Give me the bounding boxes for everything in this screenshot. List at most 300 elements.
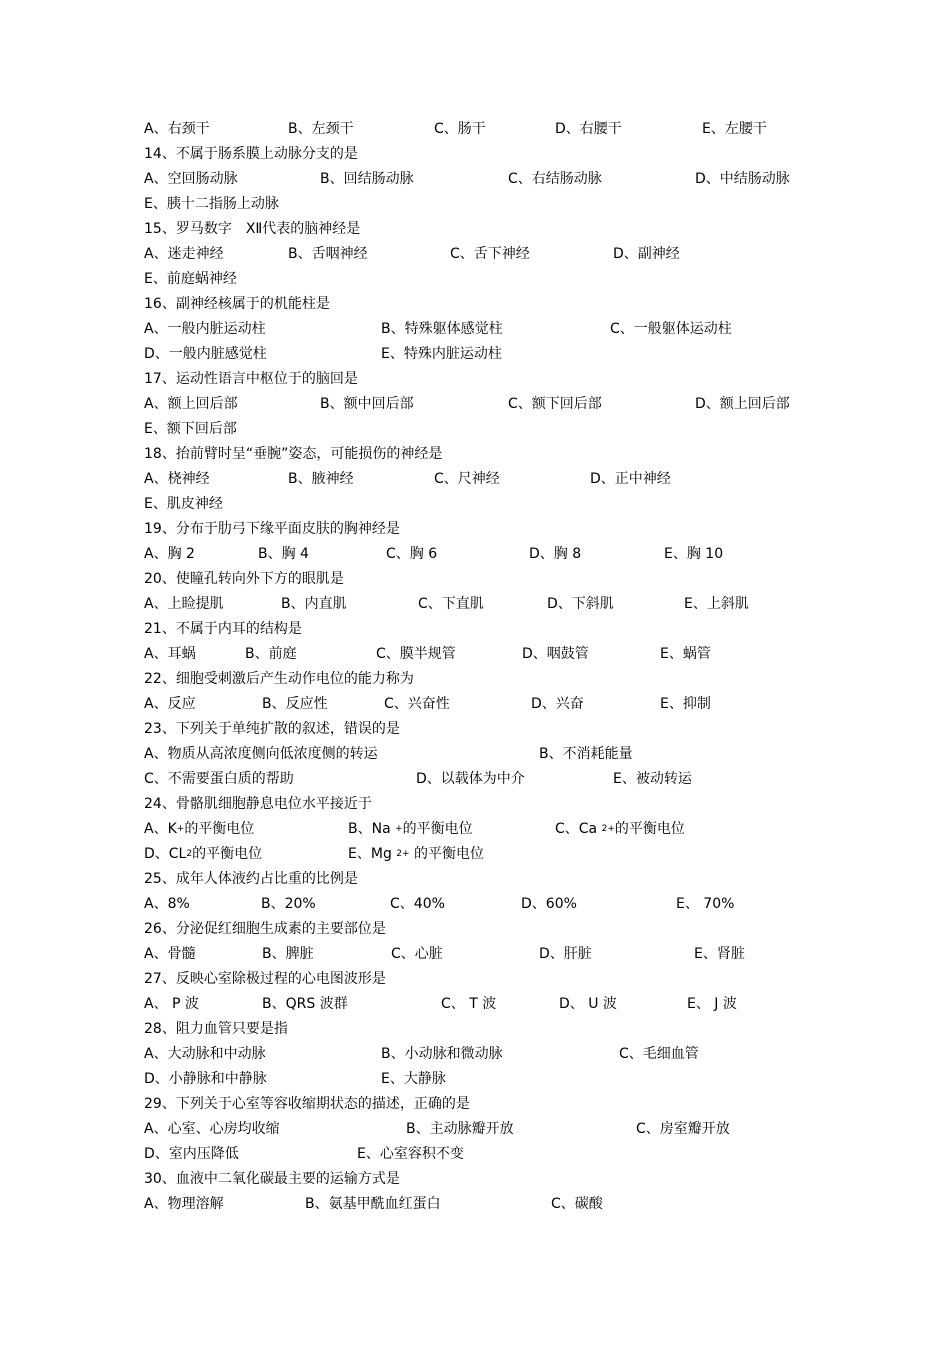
option-label: A xyxy=(144,396,154,412)
superscript-charge: + xyxy=(176,824,185,834)
option-text: 60% xyxy=(545,896,577,912)
answer-option-c: C、毛细血管 xyxy=(619,1046,699,1062)
question-text: 29、下列关于心室等容收缩期状态的描述，正确的是 xyxy=(144,1096,470,1112)
option-text: 右颈干 xyxy=(167,121,210,137)
answer-option-a: A、心室、心房均收缩 xyxy=(144,1121,280,1137)
option-label: D xyxy=(529,546,540,562)
option-label: C xyxy=(418,596,428,612)
option-text: 上睑提肌 xyxy=(167,596,224,612)
answer-option-b: B、氨基甲酰血红蛋白 xyxy=(305,1196,441,1212)
option-label: C xyxy=(434,471,444,487)
answer-option-c: C、不需要蛋白质的帮助 xyxy=(144,771,294,787)
option-text: 心室容积不变 xyxy=(379,1146,464,1162)
option-label: B xyxy=(281,596,291,612)
option-text: 反应 xyxy=(167,696,196,712)
option-text: 20% xyxy=(284,896,316,912)
option-label: B xyxy=(406,1121,416,1137)
option-text: 副神经 xyxy=(637,246,680,262)
option-text: 胰十二指肠上动脉 xyxy=(166,196,279,212)
superscript-charge: 2 xyxy=(186,849,193,859)
answer-option-c: C、心脏 xyxy=(391,946,443,962)
answer-options-row xyxy=(0,843,950,865)
option-label: B xyxy=(261,896,271,912)
answer-option-c: C、尺神经 xyxy=(434,471,500,487)
option-label: E xyxy=(660,646,669,662)
option-label: C xyxy=(144,771,154,787)
answer-option-c: C、舌下神经 xyxy=(450,246,530,262)
option-text: 肾脏 xyxy=(716,946,745,962)
option-text: 舌下神经 xyxy=(473,246,530,262)
option-text: 被动转运 xyxy=(635,771,692,787)
option-label: A xyxy=(144,1121,154,1137)
question-text: 19、分布于肋弓下缘平面皮肤的胸神经是 xyxy=(144,521,400,537)
answer-option-d: D、小静脉和中静脉 xyxy=(144,1071,267,1087)
answer-options-row xyxy=(0,318,950,340)
option-label: E xyxy=(687,996,696,1012)
question-stem xyxy=(0,218,950,240)
answer-option-e: E、抑制 xyxy=(660,696,711,712)
answer-option-b: B、不消耗能量 xyxy=(539,746,633,762)
option-text: 反应性 xyxy=(285,696,328,712)
question-stem xyxy=(0,1093,950,1115)
option-label: C xyxy=(610,321,620,337)
question-stem xyxy=(0,368,950,390)
option-text: 耳蜗 xyxy=(167,646,196,662)
answer-option-b: B、左颈干 xyxy=(288,121,354,137)
option-label: D xyxy=(144,846,155,862)
answer-option-e: E、肌皮神经 xyxy=(144,496,223,512)
option-text: 胸 10 xyxy=(686,546,724,562)
option-label: B xyxy=(288,121,298,137)
option-text: 中结肠动脉 xyxy=(719,171,790,187)
option-text: 空回肠动脉 xyxy=(167,171,238,187)
question-text: 22、细胞受刺激后产生动作电位的能力称为 xyxy=(144,671,414,687)
option-label: A xyxy=(144,696,154,712)
answer-option-b: B、反应性 xyxy=(262,696,328,712)
answer-option-a: A、8% xyxy=(144,896,190,912)
option-text: 回结肠动脉 xyxy=(343,171,414,187)
option-text: 不消耗能量 xyxy=(562,746,633,762)
option-text: CL xyxy=(168,846,187,862)
option-label: D xyxy=(521,896,532,912)
question-stem xyxy=(0,668,950,690)
option-label: D xyxy=(613,246,624,262)
question-text: 25、成年人体液约占比重的比例是 xyxy=(144,871,358,887)
answer-options-row xyxy=(0,268,950,290)
option-text: 额上回后部 xyxy=(167,396,238,412)
option-text: 碳酸 xyxy=(574,1196,603,1212)
option-label: B xyxy=(305,1196,315,1212)
option-text-suffix: 的平衡电位 xyxy=(184,821,255,837)
option-text: 物质从高浓度侧向低浓度侧的转运 xyxy=(167,746,378,762)
option-text: 心脏 xyxy=(414,946,443,962)
option-label: A xyxy=(144,171,154,187)
answer-option-e: E、 70% xyxy=(676,896,735,912)
answer-option-a: A、大动脉和中动脉 xyxy=(144,1046,266,1062)
answer-option-b: B、特殊躯体感觉柱 xyxy=(381,321,503,337)
answer-option-a: A、骨髓 xyxy=(144,946,196,962)
option-label: C xyxy=(376,646,386,662)
answer-option-b: B、Na +的平衡电位 xyxy=(348,821,473,837)
answer-option-e: E、蜗管 xyxy=(660,646,711,662)
option-label: E xyxy=(144,196,153,212)
answer-option-e: E、 J 波 xyxy=(687,996,737,1012)
answer-option-e: E、Mg $^{2+}$ 的平衡电位 xyxy=(348,846,485,862)
answer-options-row xyxy=(0,1143,950,1165)
question-text: 14、不属于肠系膜上动脉分支的是 xyxy=(144,146,358,162)
option-text: 额中回后部 xyxy=(343,396,414,412)
question-text: 20、使瞳孔转向外下方的眼肌是 xyxy=(144,571,344,587)
option-text-suffix: 的平衡电位 xyxy=(409,846,485,862)
option-text: 右结肠动脉 xyxy=(531,171,602,187)
option-label: E xyxy=(676,896,685,912)
option-label: E xyxy=(613,771,622,787)
option-text: 40% xyxy=(413,896,445,912)
option-text: 70% xyxy=(698,896,735,912)
option-text: 额上回后部 xyxy=(719,396,790,412)
option-text: 抑制 xyxy=(682,696,711,712)
answer-option-e: E、特殊内脏运动柱 xyxy=(381,346,502,362)
option-label: A xyxy=(144,646,154,662)
answer-options-row xyxy=(0,643,950,665)
answer-option-c: C、Ca $^{2+}$的平衡电位 xyxy=(555,821,685,837)
answer-option-a: A、上睑提肌 xyxy=(144,596,224,612)
option-text: 额下回后部 xyxy=(166,421,237,437)
option-text-suffix: 的平衡电位 xyxy=(402,821,473,837)
answer-options-row xyxy=(0,243,950,265)
option-label: E xyxy=(381,346,390,362)
option-label: B xyxy=(348,821,358,837)
superscript-charge: 2+ xyxy=(396,849,410,859)
option-label: A xyxy=(144,1046,154,1062)
option-label: E xyxy=(664,546,673,562)
option-text: 胸 4 xyxy=(281,546,309,562)
answer-option-b: B、QRS 波群 xyxy=(262,996,348,1012)
option-label: C xyxy=(551,1196,561,1212)
answer-option-c: C、右结肠动脉 xyxy=(508,171,602,187)
option-text: 胸 6 xyxy=(409,546,438,562)
option-label: E xyxy=(144,271,153,287)
answer-option-b: B、舌咽神经 xyxy=(288,246,368,262)
option-text: 膜半规管 xyxy=(399,646,456,662)
option-text: 下直肌 xyxy=(441,596,484,612)
option-text: QRS 波群 xyxy=(285,996,348,1012)
question-text: 30、血液中二氧化碳最主要的运输方式是 xyxy=(144,1171,400,1187)
answer-option-c: C、碳酸 xyxy=(551,1196,603,1212)
question-stem xyxy=(0,443,950,465)
answer-option-d: D、$CL^2$的平衡电位 xyxy=(144,846,263,862)
question-text: 23、下列关于单纯扩散的叙述，错误的是 xyxy=(144,721,400,737)
option-label: C xyxy=(450,246,460,262)
option-label: B xyxy=(262,946,272,962)
option-label: A xyxy=(144,1196,154,1212)
option-label: C xyxy=(619,1046,629,1062)
answer-options-row xyxy=(0,543,950,565)
option-text: Ca xyxy=(578,821,602,837)
option-text: 骨髓 xyxy=(167,946,196,962)
question-text: 16、副神经核属于的机能柱是 xyxy=(144,296,330,312)
answer-option-d: D、胸 8 xyxy=(529,546,582,562)
option-text: 8% xyxy=(167,896,190,912)
answer-option-c: C、胸 6 xyxy=(386,546,438,562)
answer-option-e: E、心室容积不变 xyxy=(357,1146,464,1162)
option-label: A xyxy=(144,546,154,562)
answer-options-row xyxy=(0,1118,950,1140)
option-text: 蜗管 xyxy=(682,646,711,662)
option-label: B xyxy=(320,396,330,412)
option-text: 肠干 xyxy=(457,121,486,137)
option-label: B xyxy=(245,646,255,662)
answer-options-row xyxy=(0,693,950,715)
answer-option-c: C、额下回后部 xyxy=(508,396,602,412)
question-stem xyxy=(0,618,950,640)
option-text-suffix: 的平衡电位 xyxy=(192,846,263,862)
option-text: P 波 xyxy=(167,996,199,1012)
option-text: 一般内脏运动柱 xyxy=(167,321,266,337)
question-stem xyxy=(0,718,950,740)
answer-options-row xyxy=(0,593,950,615)
option-label: A xyxy=(144,821,154,837)
option-text: 肝脏 xyxy=(563,946,592,962)
option-label: A xyxy=(144,321,154,337)
question-stem xyxy=(0,1018,950,1040)
question-stem xyxy=(0,1168,950,1190)
answer-option-d: D、中结肠动脉 xyxy=(695,171,790,187)
option-label: D xyxy=(547,596,558,612)
answer-options-row xyxy=(0,418,950,440)
answer-option-e: E、胸 10 xyxy=(664,546,724,562)
answer-options-row xyxy=(0,818,950,840)
answer-option-a: A、胸 2 xyxy=(144,546,195,562)
answer-option-a: A、物理溶解 xyxy=(144,1196,224,1212)
answer-option-a: A、额上回后部 xyxy=(144,396,238,412)
option-label: B xyxy=(539,746,549,762)
answer-option-e: E、胰十二指肠上动脉 xyxy=(144,196,279,212)
option-label: C xyxy=(386,546,396,562)
option-label: A xyxy=(144,246,154,262)
answer-option-d: D、60% xyxy=(521,896,577,912)
answer-option-b: B、内直肌 xyxy=(281,596,347,612)
option-label: D xyxy=(416,771,427,787)
option-text: 右腰干 xyxy=(579,121,622,137)
answer-option-e: E、被动转运 xyxy=(613,771,692,787)
option-label: A xyxy=(144,896,154,912)
answer-option-d: D、室内压降低 xyxy=(144,1146,239,1162)
answer-option-d: D、肝脏 xyxy=(539,946,592,962)
answer-options-row xyxy=(0,193,950,215)
answer-options-row xyxy=(0,993,950,1015)
option-label: A xyxy=(144,996,154,1012)
option-label: C xyxy=(636,1121,646,1137)
answer-options-row xyxy=(0,943,950,965)
option-text: 胸 2 xyxy=(167,546,195,562)
answer-option-a: A、K+的平衡电位 xyxy=(144,821,255,837)
option-text: Mg xyxy=(370,846,397,862)
option-text: 物理溶解 xyxy=(167,1196,224,1212)
question-text: 26、分泌促红细胞生成素的主要部位是 xyxy=(144,921,386,937)
answer-option-d: D、咽鼓管 xyxy=(522,646,589,662)
option-text: 特殊内脏运动柱 xyxy=(403,346,502,362)
option-text: 心室、心房均收缩 xyxy=(167,1121,280,1137)
option-label: C xyxy=(434,121,444,137)
question-text: 17、运动性语言中枢位于的脑回是 xyxy=(144,371,358,387)
answer-option-b: B、回结肠动脉 xyxy=(320,171,414,187)
option-label: D xyxy=(590,471,601,487)
answer-option-d: D、以载体为中介 xyxy=(416,771,525,787)
option-label: C xyxy=(441,996,451,1012)
answer-option-c: C、下直肌 xyxy=(418,596,484,612)
option-text: 一般躯体运动柱 xyxy=(633,321,732,337)
answer-option-c: C、肠干 xyxy=(434,121,486,137)
option-text: J 波 xyxy=(709,996,737,1012)
option-text: K xyxy=(167,821,177,837)
answer-options-row xyxy=(0,768,950,790)
answer-options-row xyxy=(0,1043,950,1065)
option-label: B xyxy=(262,696,272,712)
option-label: D xyxy=(144,346,155,362)
answer-option-b: B、额中回后部 xyxy=(320,396,414,412)
option-label: A xyxy=(144,746,154,762)
answer-options-row xyxy=(0,468,950,490)
option-text: 氨基甲酰血红蛋白 xyxy=(328,1196,441,1212)
question-stem xyxy=(0,568,950,590)
superscript-charge: 2+ xyxy=(601,824,615,834)
answer-option-a: A、 P 波 xyxy=(144,996,199,1012)
question-stem xyxy=(0,793,950,815)
answer-options-row xyxy=(0,893,950,915)
answer-option-c: C、一般躯体运动柱 xyxy=(610,321,732,337)
option-text: 左腰干 xyxy=(724,121,767,137)
option-label: C xyxy=(384,696,394,712)
answer-option-e: E、左腰干 xyxy=(702,121,767,137)
answer-options-row xyxy=(0,1068,950,1090)
option-text: 前庭蜗神经 xyxy=(166,271,237,287)
answer-option-a: A、迷走神经 xyxy=(144,246,224,262)
answer-options-row xyxy=(0,168,950,190)
option-label: C xyxy=(508,396,518,412)
answer-options-row xyxy=(0,1193,950,1215)
option-label: E xyxy=(144,496,153,512)
option-text: 以载体为中介 xyxy=(440,771,525,787)
option-text: 左颈干 xyxy=(311,121,354,137)
option-label: D xyxy=(695,171,706,187)
answer-option-d: D、下斜肌 xyxy=(547,596,614,612)
answer-option-c: C、 T 波 xyxy=(441,996,497,1012)
answer-options-row xyxy=(0,493,950,515)
answer-option-a: A、耳蜗 xyxy=(144,646,196,662)
answer-options-row xyxy=(0,343,950,365)
option-text: 不需要蛋白质的帮助 xyxy=(167,771,294,787)
option-text: 桡神经 xyxy=(167,471,210,487)
question-text: 21、不属于内耳的结构是 xyxy=(144,621,302,637)
option-text: T 波 xyxy=(464,996,497,1012)
answer-option-e: E、大静脉 xyxy=(381,1071,446,1087)
option-label: B xyxy=(320,171,330,187)
option-label: C xyxy=(391,946,401,962)
answer-option-a: A、桡神经 xyxy=(144,471,210,487)
superscript-charge: + xyxy=(395,824,403,834)
option-label: D xyxy=(559,996,570,1012)
answer-options-row xyxy=(0,743,950,765)
option-label: E xyxy=(660,696,669,712)
option-text: 迷走神经 xyxy=(167,246,224,262)
option-text: 主动脉瓣开放 xyxy=(429,1121,514,1137)
option-label: D xyxy=(695,396,706,412)
option-text: 小静脉和中静脉 xyxy=(168,1071,267,1087)
option-label: C xyxy=(555,821,565,837)
option-text: 额下回后部 xyxy=(531,396,602,412)
question-stem xyxy=(0,968,950,990)
option-label: D xyxy=(539,946,550,962)
question-stem xyxy=(0,143,950,165)
option-label: E xyxy=(357,1146,366,1162)
answer-option-a: A、反应 xyxy=(144,696,196,712)
option-text: 毛细血管 xyxy=(642,1046,699,1062)
option-label: A xyxy=(144,946,154,962)
question-stem xyxy=(0,293,950,315)
answer-option-c: C、膜半规管 xyxy=(376,646,456,662)
answer-option-b: B、前庭 xyxy=(245,646,297,662)
answer-option-b: B、主动脉瓣开放 xyxy=(406,1121,514,1137)
option-text: 大动脉和中动脉 xyxy=(167,1046,266,1062)
option-label: C xyxy=(390,896,400,912)
option-text: 舌咽神经 xyxy=(311,246,368,262)
answer-option-d: D、副神经 xyxy=(613,246,680,262)
answer-option-b: B、腋神经 xyxy=(288,471,354,487)
option-text: 兴奋 xyxy=(555,696,584,712)
question-text: 28、阻力血管只要是指 xyxy=(144,1021,288,1037)
option-label: B xyxy=(288,471,298,487)
option-label: E xyxy=(144,421,153,437)
option-text: Na xyxy=(371,821,396,837)
option-text: 下斜肌 xyxy=(571,596,614,612)
question-text: 18、抬前臂时呈“垂腕”姿态，可能损伤的神经是 xyxy=(144,446,443,462)
question-stem xyxy=(0,518,950,540)
answer-option-d: D、右腰干 xyxy=(555,121,622,137)
option-label: D xyxy=(522,646,533,662)
option-label: B xyxy=(381,321,391,337)
option-label: D xyxy=(144,1146,155,1162)
option-label: A xyxy=(144,596,154,612)
answer-option-b: B、小动脉和微动脉 xyxy=(381,1046,503,1062)
answer-option-b: B、20% xyxy=(261,896,316,912)
option-label: E xyxy=(348,846,357,862)
answer-option-a: A、物质从高浓度侧向低浓度侧的转运 xyxy=(144,746,378,762)
option-text-suffix: 的平衡电位 xyxy=(614,821,685,837)
question-text: 15、罗马数字 XⅡ代表的脑神经是 xyxy=(144,221,361,237)
answer-option-d: D、 U 波 xyxy=(559,996,617,1012)
option-label: D xyxy=(555,121,566,137)
answer-option-d: D、一般内脏感觉柱 xyxy=(144,346,267,362)
option-text: 尺神经 xyxy=(457,471,500,487)
answer-option-b: B、脾脏 xyxy=(262,946,314,962)
answer-option-a: A、空回肠动脉 xyxy=(144,171,238,187)
answer-option-c: C、房室瓣开放 xyxy=(636,1121,730,1137)
option-label: B xyxy=(258,546,268,562)
option-label: B xyxy=(288,246,298,262)
answer-option-d: D、正中神经 xyxy=(590,471,671,487)
option-label: B xyxy=(381,1046,391,1062)
answer-option-c: C、兴奋性 xyxy=(384,696,450,712)
option-text: 大静脉 xyxy=(403,1071,446,1087)
option-label: D xyxy=(144,1071,155,1087)
option-text: 咽鼓管 xyxy=(546,646,589,662)
option-text: 小动脉和微动脉 xyxy=(404,1046,503,1062)
option-text: 兴奋性 xyxy=(407,696,450,712)
answer-option-a: A、一般内脏运动柱 xyxy=(144,321,266,337)
option-label: C xyxy=(508,171,518,187)
answer-option-c: C、40% xyxy=(390,896,445,912)
